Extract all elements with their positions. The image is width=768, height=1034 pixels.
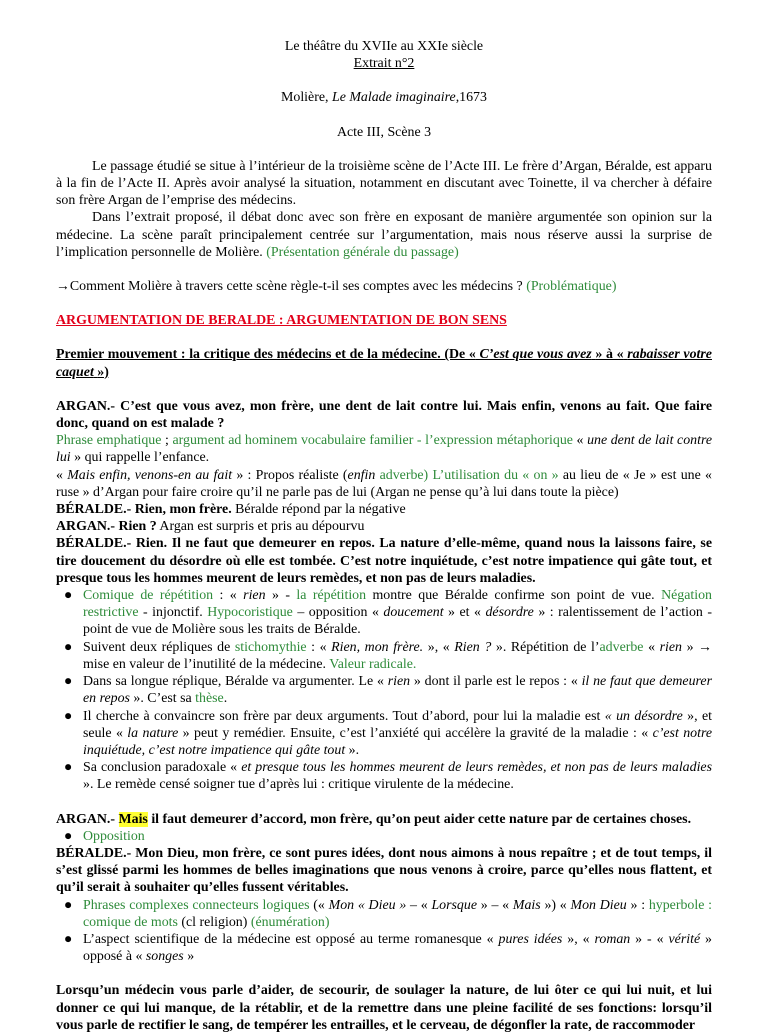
extract-label: Extrait n°2 — [353, 56, 415, 72]
list-item: ● Dans sa longue réplique, Béralde va argumenter. Le « rien » dont il parle est le repos : « il ne faut que demeurer en repos ». C’est sa thèse. — [64, 674, 712, 707]
beralde-line-3: BÉRALDE.- Mon Dieu, mon frère, ce sont pures idées, dont nous aimons à nous repaître ; et de tout temps, il s’est glissé parmi les hommes de belles imaginations que nous venons à croire, parce qu’elles nous flattent, et qu’il serait à souhaiter qu’elles fussent véritables. — [56, 845, 712, 896]
list-item: ● L’aspect scientifique de la médecine est opposé au terme romanesque « pures idées », « roman » - « vérité » opposé à « songes » — [64, 931, 712, 965]
intro-paragraph-1: Le passage étudié se situe à l’intérieur de la troisième scène de l’Acte III. Le frère d’Argan, Béralde, est apparu à la fin de l’Acte II. Après avoir analysé la situation, notamment en discutant avec Toinette, il va chercher à défaire son frère Argan de l’emprise des médecins. — [56, 158, 712, 209]
beralde-line-2: BÉRALDE.- Rien. Il ne faut que demeurer en repos. La nature d’elle-même, quand nous la laissons faire, se tire doucement du désordre où elle est tombée. C’est notre inquiétude, c’est notre impatience qui gâte tout, et presque tous les hommes meurent de leurs remèdes, et non pas de leurs maladies. — [56, 536, 712, 586]
beralde-line-1: BÉRALDE.- Rien, mon frère. Béralde répond par la négative — [56, 502, 406, 518]
bullet-icon: ● — [64, 639, 73, 655]
highlighted-word: Mais — [118, 811, 148, 827]
list-item: ● Sa conclusion paradoxale « et presque tous les hommes meurent de leurs remèdes, et non pas de leurs maladies ». Le remède censé soigner tue d’après lui : critique virulente de la médecine. — [64, 760, 712, 793]
section-title: ARGUMENTATION DE BERALDE : ARGUMENTATION DE BON SENS — [56, 313, 507, 329]
bullet-icon: ● — [64, 760, 73, 776]
list-item: ● Opposition — [64, 828, 145, 844]
analysis-list-1 — [56, 587, 712, 793]
analysis-list-opposition — [56, 828, 712, 845]
act-scene: Acte III, Scène 3 — [336, 124, 432, 140]
bullet-icon: ● — [64, 708, 73, 724]
bullet-icon: ● — [64, 674, 73, 690]
intro-paragraph-2: Dans l’extrait proposé, il débat donc avec son frère en exposant de manière argumentée son opinion sur la médecine. La scène paraît principalement centrée sur l’argumentation, mais nous réserve aussi la surprise de l’implication personnelle de Molière. (Présentation générale du passage) — [56, 210, 712, 260]
bullet-icon: ● — [64, 931, 73, 947]
document-title: Le théâtre du XVIIe au XXIe siècle — [284, 39, 484, 54]
analysis-2: « Mais enfin, venons-en au fait » : Propos réaliste (enfin adverbe) L’utilisation du « on » au lieu de « Je » est une « ruse » d’Argan pour faire croire qu’il ne parle pas de lui (Argan ne pense qu’à lui dans toute la pièce) — [56, 467, 712, 500]
work-reference: Molière, Le Malade imaginaire,1673 — [281, 90, 487, 106]
bullet-icon: ● — [64, 828, 73, 844]
arrow-icon: → — [56, 279, 70, 295]
list-item: ● Suivent deux répliques de stichomythie : « Rien, mon frère. », « Rien ? ». Répétition de l’adverbe « rien » → mise en valeur de l’inutilité de la médecine. Valeur radicale. — [64, 639, 713, 672]
argan-line-1: ARGAN.- C’est que vous avez, mon frère, une dent de lait contre lui. Mais enfin, venons au fait. Que faire donc, quand on est malade ? — [56, 398, 712, 432]
bullet-icon: ● — [64, 588, 73, 604]
problematique: →Comment Molière à travers cette scène règle-t-il ses comptes avec les médecins ? (Problématique) — [56, 279, 617, 295]
list-item: ● Phrases complexes connecteurs logiques (« Mon « Dieu » – « Lorsque » – « Mais ») « Mon Dieu » : hyperbole : comique de mots (cl religion) (énumération) — [64, 897, 712, 930]
analysis-list-2 — [56, 897, 712, 966]
bullet-icon: ● — [64, 897, 73, 913]
list-item: ● Comique de répétition : « rien » - la répétition montre que Béralde confirme son point de vue. Négation restrictive - injonctif. Hypocoristique – opposition « doucement » et « désordre » : ralentissement de l’action - point de vue de Molière sous les traits de Béralde. — [64, 588, 712, 638]
beralde-line-4: Lorsqu’un médecin vous parle d’aider, de secourir, de soulager la nature, de lui ôter ce qui lui nuit, et lui donner ce qui lui manque, de la rétablir, et de la remettre dans une pleine facilité de ses fonctions: lorsqu’il vous parle de rectifier le sang, de tempérer les entrailles, et le cerveau, de dégonfler la rate, de raccommoder — [56, 983, 712, 1033]
argan-line-2: ARGAN.- Rien ? Argan est surpris et pris au dépourvu — [56, 519, 365, 535]
analysis-1: Phrase emphatique ; argument ad hominem vocabulaire familier - l’expression métaphorique « une dent de lait contre lui » qui rappelle l’enfance. — [56, 433, 713, 466]
list-item: ● Il cherche à convaincre son frère par deux arguments. Tout d’abord, pour lui la maladie est « un désordre », et seule « la nature » peut y remédier. Ensuite, c’est l’anxiété qui accélère la gravité de la maladie : « c’est notre inquiétude, c’est notre impatience qui gâte tout ». — [64, 708, 713, 758]
argan-line-3: ARGAN.- Mais il faut demeurer d’accord, mon frère, qu’on peut aider cette nature par de certaines choses. — [56, 811, 692, 827]
movement-title: Premier mouvement : la critique des médecins et de la médecine. (De « C’est que vous avez » à « rabaisser votre caquet ») — [56, 347, 712, 380]
